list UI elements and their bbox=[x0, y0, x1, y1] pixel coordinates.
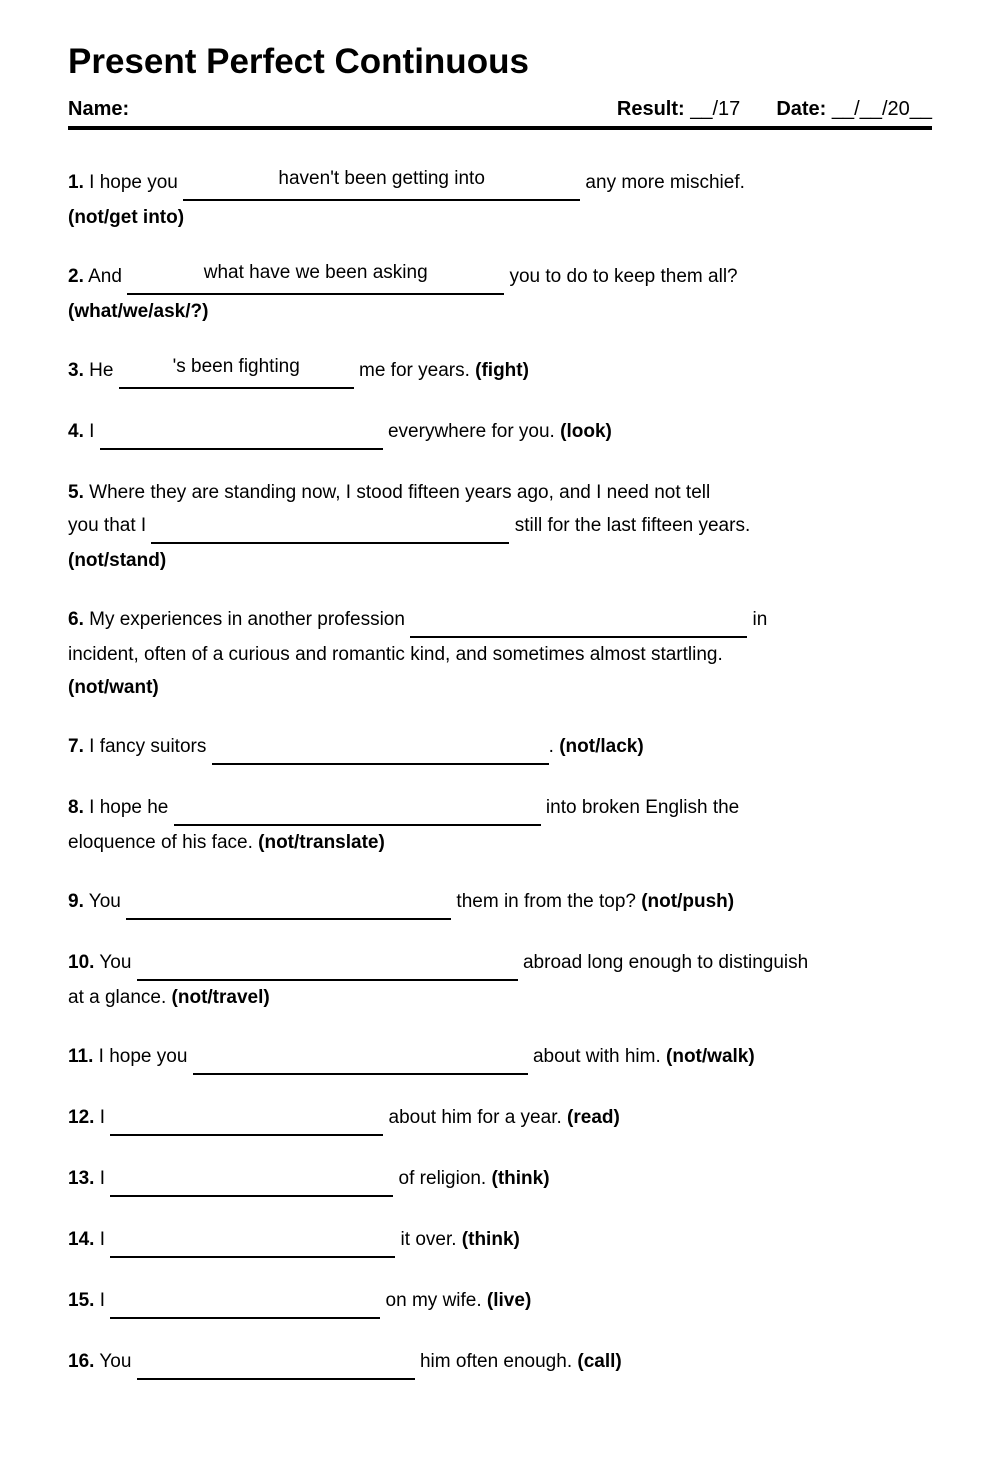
verb-hint: (not/travel) bbox=[171, 987, 270, 1008]
question bbox=[68, 791, 932, 859]
questions-list bbox=[68, 130, 932, 1380]
question-text: My experiences in another profession bbox=[83, 609, 411, 630]
answer-blank[interactable] bbox=[183, 166, 580, 201]
question-text: . bbox=[548, 736, 560, 757]
question-text: into broken English the bbox=[540, 797, 740, 818]
verb-hint: (not/walk) bbox=[666, 1046, 755, 1067]
verb-hint: (live) bbox=[486, 1290, 532, 1311]
question-number: 1. bbox=[68, 172, 84, 193]
question-text: I hope you bbox=[93, 1046, 193, 1067]
question-text: in bbox=[747, 609, 768, 630]
question-text: Where they are standing now, I stood fifteen years ago, and I need not tell bbox=[83, 482, 711, 503]
answer-text: 's been fighting bbox=[172, 356, 300, 377]
question bbox=[68, 415, 932, 450]
question bbox=[68, 1345, 932, 1380]
question bbox=[68, 1223, 932, 1258]
answer-text: what have we been asking bbox=[203, 262, 428, 283]
answer-text: haven't been getting into bbox=[278, 168, 485, 189]
answer-blank[interactable] bbox=[110, 1162, 393, 1197]
answer-blank[interactable] bbox=[212, 730, 549, 765]
answer-text bbox=[286, 887, 291, 908]
question-text: I bbox=[83, 421, 100, 442]
question-text: you to do to keep them all? bbox=[504, 266, 738, 287]
verb-hint: (think) bbox=[491, 1168, 550, 1189]
answer-text bbox=[243, 1286, 248, 1307]
question-text: of religion. bbox=[393, 1168, 492, 1189]
verb-hint: (not/want) bbox=[68, 677, 159, 698]
answer-blank[interactable] bbox=[126, 885, 451, 920]
question-text: I fancy suitors bbox=[83, 736, 212, 757]
question-text: abroad long enough to distinguish bbox=[517, 952, 809, 973]
question-number: 2. bbox=[68, 266, 84, 287]
answer-blank[interactable] bbox=[110, 1284, 380, 1319]
answer-text bbox=[378, 732, 383, 753]
question bbox=[68, 946, 932, 1014]
verb-hint: (not/get into) bbox=[68, 207, 185, 228]
question-number: 4. bbox=[68, 421, 84, 442]
answer-blank[interactable] bbox=[110, 1101, 383, 1136]
result-value: __/17 bbox=[690, 98, 741, 120]
question-number: 16. bbox=[68, 1351, 95, 1372]
question-text: You bbox=[94, 1351, 137, 1372]
page-title: Present Perfect Continuous bbox=[68, 42, 529, 81]
question-text: at a glance. bbox=[68, 987, 172, 1008]
verb-hint: (not/lack) bbox=[559, 736, 644, 757]
answer-text bbox=[244, 1103, 249, 1124]
question bbox=[68, 166, 932, 234]
question-number: 6. bbox=[68, 609, 84, 630]
question-text: everywhere for you. bbox=[382, 421, 561, 442]
question bbox=[68, 885, 932, 920]
answer-blank[interactable] bbox=[174, 791, 541, 826]
verb-hint: (not/translate) bbox=[258, 832, 385, 853]
answer-text bbox=[273, 1347, 278, 1368]
date-group bbox=[776, 98, 932, 121]
question-number: 11. bbox=[68, 1046, 94, 1067]
meta-right bbox=[617, 98, 932, 121]
question bbox=[68, 603, 932, 704]
name-label: Name: bbox=[68, 98, 130, 120]
date-value: __/__/20__ bbox=[831, 98, 932, 120]
result-label: Result: bbox=[616, 98, 685, 120]
question-text: I bbox=[94, 1107, 111, 1128]
question bbox=[68, 476, 932, 577]
question bbox=[68, 1101, 932, 1136]
answer-blank[interactable] bbox=[193, 1040, 528, 1075]
question-text: You bbox=[83, 891, 127, 912]
question-number: 8. bbox=[68, 797, 84, 818]
question-number: 5. bbox=[68, 482, 84, 503]
question-text: still for the last fifteen years. bbox=[509, 515, 751, 536]
answer-text bbox=[325, 948, 330, 969]
question-text: And bbox=[83, 266, 128, 287]
question bbox=[68, 260, 932, 328]
answer-blank[interactable] bbox=[410, 603, 747, 638]
question-text: I bbox=[94, 1290, 111, 1311]
answer-text bbox=[250, 1225, 255, 1246]
verb-hint: (fight) bbox=[475, 360, 529, 381]
question-number: 15. bbox=[68, 1290, 95, 1311]
answer-blank[interactable] bbox=[100, 415, 383, 450]
question bbox=[68, 1040, 932, 1075]
result-group bbox=[617, 98, 740, 121]
question-text: You bbox=[94, 952, 137, 973]
answer-blank[interactable] bbox=[119, 354, 354, 389]
date-label: Date: bbox=[776, 98, 827, 120]
question-text: about with him. bbox=[527, 1046, 667, 1067]
answer-text bbox=[249, 1164, 254, 1185]
answer-text bbox=[355, 793, 360, 814]
question-text: I bbox=[94, 1229, 111, 1250]
question-number: 12. bbox=[68, 1107, 95, 1128]
question-number: 7. bbox=[68, 736, 84, 757]
question-text: I hope you bbox=[83, 172, 184, 193]
question-text: any more mischief. bbox=[580, 172, 745, 193]
answer-text bbox=[576, 605, 581, 626]
answer-blank[interactable] bbox=[137, 1345, 415, 1380]
answer-blank[interactable] bbox=[110, 1223, 395, 1258]
answer-blank[interactable] bbox=[151, 509, 509, 544]
verb-hint: (what/we/ask/?) bbox=[68, 301, 209, 322]
question bbox=[68, 354, 932, 389]
question-text: I bbox=[94, 1168, 111, 1189]
question-number: 10. bbox=[68, 952, 95, 973]
question-text: you that I bbox=[68, 515, 152, 536]
question bbox=[68, 1284, 932, 1319]
question-text: incident, often of a curious and romantic kind, and sometimes almost startling. bbox=[68, 644, 723, 665]
question-text: him often enough. bbox=[414, 1351, 578, 1372]
verb-hint: (read) bbox=[567, 1107, 620, 1128]
question-text: on my wife. bbox=[380, 1290, 487, 1311]
question-number: 3. bbox=[68, 360, 84, 381]
answer-blank[interactable] bbox=[137, 946, 518, 981]
verb-hint: (look) bbox=[560, 421, 612, 442]
answer-text bbox=[239, 417, 244, 438]
meta-row bbox=[68, 98, 932, 121]
verb-hint: (not/stand) bbox=[68, 550, 167, 571]
question-number: 14. bbox=[68, 1229, 95, 1250]
answer-text bbox=[358, 1042, 363, 1063]
question-text: about him for a year. bbox=[383, 1107, 568, 1128]
verb-hint: (call) bbox=[577, 1351, 622, 1372]
answer-blank[interactable] bbox=[127, 260, 504, 295]
verb-hint: (think) bbox=[461, 1229, 520, 1250]
question-text: it over. bbox=[395, 1229, 462, 1250]
question-text: I hope he bbox=[83, 797, 174, 818]
answer-text bbox=[328, 511, 333, 532]
question-text: me for years. bbox=[353, 360, 476, 381]
question-text: He bbox=[83, 360, 119, 381]
question-number: 13. bbox=[68, 1168, 95, 1189]
question-number: 9. bbox=[68, 891, 84, 912]
verb-hint: (not/push) bbox=[641, 891, 735, 912]
question-text: them in from the top? bbox=[451, 891, 642, 912]
question bbox=[68, 1162, 932, 1197]
question-text: eloquence of his face. bbox=[68, 832, 259, 853]
question bbox=[68, 730, 932, 765]
